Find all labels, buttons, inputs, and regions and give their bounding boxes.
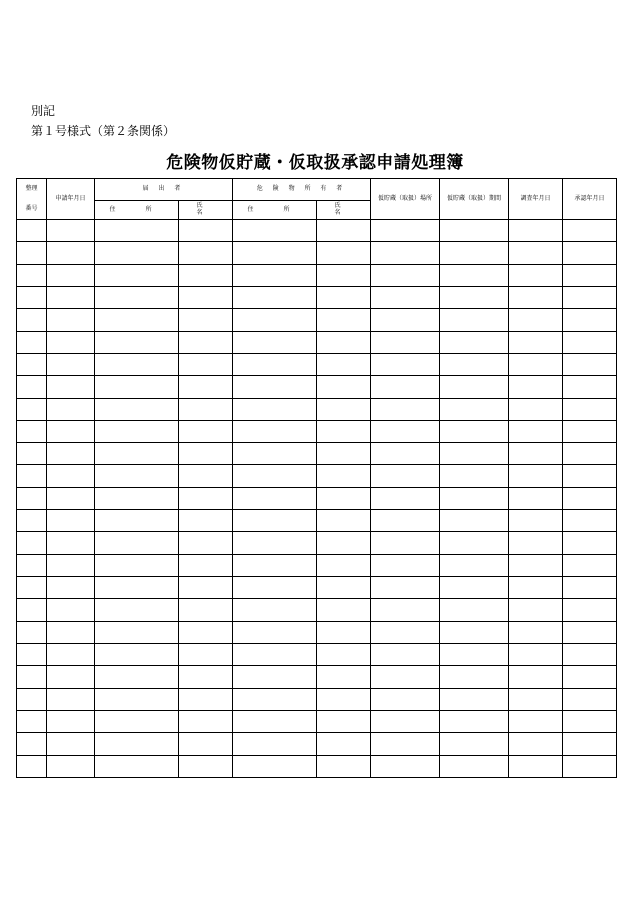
ledger-cell[interactable]: [440, 733, 509, 755]
ledger-cell[interactable]: [563, 487, 617, 509]
ledger-cell[interactable]: [371, 666, 440, 688]
ledger-cell[interactable]: [317, 353, 371, 375]
ledger-row: [17, 353, 617, 375]
ledger-row: [17, 577, 617, 599]
ledger-cell[interactable]: [17, 220, 47, 242]
ledger-row: [17, 510, 617, 532]
ledger-cell[interactable]: [17, 242, 47, 264]
ledger-cell[interactable]: [17, 643, 47, 665]
ledger-cell[interactable]: [509, 220, 563, 242]
ledger-cell[interactable]: [440, 688, 509, 710]
ledger-cell[interactable]: [47, 465, 95, 487]
ledger-cell[interactable]: [509, 443, 563, 465]
ledger-cell[interactable]: [179, 643, 233, 665]
ledger-cell[interactable]: [440, 487, 509, 509]
ledger-cell[interactable]: [179, 353, 233, 375]
header-serial-line2: 番号: [25, 204, 38, 212]
ledger-cell[interactable]: [440, 666, 509, 688]
ledger-cell[interactable]: [95, 487, 179, 509]
attachment-label: 別記: [31, 104, 56, 118]
ledger-row: [17, 220, 617, 242]
ledger-cell[interactable]: [563, 465, 617, 487]
ledger-cell[interactable]: [179, 755, 233, 778]
ledger-row: [17, 443, 617, 465]
ledger-cell[interactable]: [47, 710, 95, 732]
header-storage-period: 仮貯蔵（取扱）期間: [440, 179, 509, 220]
ledger-cell[interactable]: [233, 487, 317, 509]
ledger-cell[interactable]: [563, 621, 617, 643]
ledger-row: [17, 398, 617, 420]
ledger-cell[interactable]: [179, 376, 233, 398]
ledger-cell[interactable]: [317, 465, 371, 487]
ledger-cell[interactable]: [563, 666, 617, 688]
ledger-cell[interactable]: [371, 554, 440, 576]
ledger-cell[interactable]: [509, 621, 563, 643]
ledger-cell[interactable]: [440, 353, 509, 375]
ledger-cell[interactable]: [317, 487, 371, 509]
ledger-cell[interactable]: [95, 286, 179, 308]
ledger-cell[interactable]: [440, 420, 509, 442]
ledger-cell[interactable]: [233, 532, 317, 554]
ledger-cell[interactable]: [47, 688, 95, 710]
ledger-cell[interactable]: [371, 599, 440, 621]
ledger-cell[interactable]: [440, 599, 509, 621]
ledger-cell[interactable]: [233, 666, 317, 688]
ledger-cell[interactable]: [17, 755, 47, 778]
ledger-cell[interactable]: [179, 554, 233, 576]
ledger-cell[interactable]: [233, 398, 317, 420]
ledger-cell[interactable]: [509, 420, 563, 442]
ledger-cell[interactable]: [509, 733, 563, 755]
ledger-cell[interactable]: [440, 755, 509, 778]
ledger-cell[interactable]: [179, 532, 233, 554]
ledger-cell[interactable]: [317, 510, 371, 532]
ledger-cell[interactable]: [371, 220, 440, 242]
ledger-cell[interactable]: [371, 286, 440, 308]
ledger-cell[interactable]: [179, 331, 233, 353]
ledger-cell[interactable]: [563, 264, 617, 286]
ledger-cell[interactable]: [95, 688, 179, 710]
ledger-cell[interactable]: [47, 510, 95, 532]
ledger-cell[interactable]: [47, 487, 95, 509]
ledger-cell[interactable]: [47, 643, 95, 665]
ledger-cell[interactable]: [47, 443, 95, 465]
ledger-cell[interactable]: [17, 309, 47, 331]
ledger-cell[interactable]: [95, 621, 179, 643]
header-owner-name: 氏 名: [317, 201, 371, 220]
ledger-row: [17, 331, 617, 353]
ledger-cell[interactable]: [233, 443, 317, 465]
ledger-cell[interactable]: [509, 643, 563, 665]
ledger-cell[interactable]: [47, 309, 95, 331]
ledger-cell[interactable]: [47, 398, 95, 420]
ledger-cell[interactable]: [179, 264, 233, 286]
ledger-row: [17, 666, 617, 688]
ledger-cell[interactable]: [440, 577, 509, 599]
ledger-cell[interactable]: [233, 688, 317, 710]
ledger-cell[interactable]: [440, 398, 509, 420]
ledger-cell[interactable]: [509, 353, 563, 375]
ledger-cell[interactable]: [95, 465, 179, 487]
ledger-cell[interactable]: [17, 599, 47, 621]
ledger-cell[interactable]: [17, 443, 47, 465]
ledger-cell[interactable]: [233, 599, 317, 621]
ledger-cell[interactable]: [233, 755, 317, 778]
ledger-cell[interactable]: [47, 286, 95, 308]
ledger-cell[interactable]: [317, 532, 371, 554]
ledger-cell[interactable]: [317, 577, 371, 599]
ledger-cell[interactable]: [17, 487, 47, 509]
ledger-cell[interactable]: [179, 286, 233, 308]
ledger-cell[interactable]: [440, 465, 509, 487]
document-title: 危険物仮貯蔵・仮取扱承認申請処理簿: [166, 153, 464, 173]
ledger-cell[interactable]: [17, 621, 47, 643]
ledger-cell[interactable]: [47, 599, 95, 621]
ledger-cell[interactable]: [179, 220, 233, 242]
ledger-cell[interactable]: [47, 733, 95, 755]
ledger-cell[interactable]: [317, 688, 371, 710]
ledger-cell[interactable]: [563, 577, 617, 599]
ledger-cell[interactable]: [371, 443, 440, 465]
ledger-cell[interactable]: [17, 264, 47, 286]
header-serial-number: [17, 179, 47, 220]
ledger-cell[interactable]: [179, 487, 233, 509]
ledger-cell[interactable]: [563, 242, 617, 264]
ledger-row: [17, 688, 617, 710]
ledger-cell[interactable]: [17, 666, 47, 688]
ledger-cell[interactable]: [509, 487, 563, 509]
ledger-cell[interactable]: [95, 376, 179, 398]
ledger-cell[interactable]: [95, 599, 179, 621]
ledger-cell[interactable]: [179, 242, 233, 264]
header-storage-location: 仮貯蔵（取扱）場所: [371, 179, 440, 220]
processing-ledger-table: [16, 178, 617, 778]
ledger-cell[interactable]: [233, 554, 317, 576]
ledger-cell[interactable]: [95, 398, 179, 420]
ledger-row: [17, 264, 617, 286]
ledger-cell[interactable]: [371, 688, 440, 710]
ledger-cell[interactable]: [371, 331, 440, 353]
ledger-cell[interactable]: [563, 643, 617, 665]
ledger-cell[interactable]: [317, 443, 371, 465]
ledger-cell[interactable]: [47, 331, 95, 353]
ledger-cell[interactable]: [95, 309, 179, 331]
ledger-cell[interactable]: [17, 577, 47, 599]
ledger-row: [17, 599, 617, 621]
ledger-cell[interactable]: [440, 643, 509, 665]
ledger-cell[interactable]: [563, 443, 617, 465]
ledger-cell[interactable]: [371, 465, 440, 487]
ledger-cell[interactable]: [179, 398, 233, 420]
ledger-cell[interactable]: [563, 510, 617, 532]
ledger-cell[interactable]: [371, 710, 440, 732]
ledger-cell[interactable]: [95, 733, 179, 755]
ledger-cell[interactable]: [563, 554, 617, 576]
ledger-cell[interactable]: [47, 264, 95, 286]
ledger-cell[interactable]: [509, 554, 563, 576]
ledger-cell[interactable]: [95, 331, 179, 353]
ledger-cell[interactable]: [179, 666, 233, 688]
form-number-label: 第１号様式（第２条関係）: [31, 124, 176, 138]
ledger-cell[interactable]: [17, 510, 47, 532]
ledger-cell[interactable]: [95, 242, 179, 264]
ledger-row: [17, 733, 617, 755]
ledger-cell[interactable]: [95, 532, 179, 554]
ledger-cell[interactable]: [95, 755, 179, 778]
ledger-cell[interactable]: [317, 331, 371, 353]
ledger-cell[interactable]: [47, 376, 95, 398]
ledger-cell[interactable]: [317, 599, 371, 621]
ledger-cell[interactable]: [317, 242, 371, 264]
ledger-cell[interactable]: [371, 309, 440, 331]
ledger-cell[interactable]: [317, 376, 371, 398]
ledger-cell[interactable]: [179, 710, 233, 732]
ledger-cell[interactable]: [509, 331, 563, 353]
ledger-cell[interactable]: [95, 643, 179, 665]
ledger-cell[interactable]: [509, 510, 563, 532]
ledger-cell[interactable]: [371, 755, 440, 778]
ledger-cell[interactable]: [509, 398, 563, 420]
ledger-cell[interactable]: [233, 420, 317, 442]
ledger-cell[interactable]: [509, 242, 563, 264]
header-notifier-address: 住 所: [95, 201, 179, 220]
ledger-cell[interactable]: [17, 465, 47, 487]
ledger-cell[interactable]: [317, 309, 371, 331]
ledger-cell[interactable]: [317, 643, 371, 665]
ledger-row: [17, 710, 617, 732]
ledger-cell[interactable]: [233, 309, 317, 331]
ledger-cell[interactable]: [440, 554, 509, 576]
ledger-cell[interactable]: [440, 264, 509, 286]
ledger-cell[interactable]: [233, 510, 317, 532]
header-group-hazmat-owner: 危 険 物 所 有 者: [233, 179, 371, 201]
ledger-cell[interactable]: [179, 420, 233, 442]
ledger-cell[interactable]: [47, 621, 95, 643]
ledger-cell[interactable]: [317, 621, 371, 643]
ledger-cell[interactable]: [179, 599, 233, 621]
ledger-cell[interactable]: [17, 710, 47, 732]
header-survey-date: 調査年月日: [509, 179, 563, 220]
ledger-cell[interactable]: [371, 532, 440, 554]
ledger-cell[interactable]: [17, 353, 47, 375]
ledger-cell[interactable]: [17, 398, 47, 420]
ledger-cell[interactable]: [317, 710, 371, 732]
ledger-cell[interactable]: [47, 554, 95, 576]
ledger-cell[interactable]: [440, 710, 509, 732]
ledger-cell[interactable]: [371, 643, 440, 665]
ledger-cell[interactable]: [317, 733, 371, 755]
ledger-cell[interactable]: [233, 242, 317, 264]
ledger-cell[interactable]: [563, 532, 617, 554]
ledger-cell[interactable]: [233, 643, 317, 665]
ledger-cell[interactable]: [47, 666, 95, 688]
header-group-notifier: 届 出 者: [95, 179, 233, 201]
ledger-cell[interactable]: [509, 577, 563, 599]
ledger-cell[interactable]: [563, 220, 617, 242]
ledger-cell[interactable]: [95, 510, 179, 532]
ledger-cell[interactable]: [95, 577, 179, 599]
ledger-cell[interactable]: [47, 577, 95, 599]
ledger-cell[interactable]: [317, 420, 371, 442]
ledger-cell[interactable]: [233, 577, 317, 599]
ledger-cell[interactable]: [17, 420, 47, 442]
ledger-cell[interactable]: [179, 309, 233, 331]
ledger-cell[interactable]: [509, 309, 563, 331]
ledger-cell[interactable]: [47, 420, 95, 442]
ledger-cell[interactable]: [440, 220, 509, 242]
ledger-cell[interactable]: [233, 331, 317, 353]
ledger-cell[interactable]: [233, 286, 317, 308]
ledger-cell[interactable]: [440, 621, 509, 643]
ledger-cell[interactable]: [440, 309, 509, 331]
ledger-cell[interactable]: [17, 688, 47, 710]
ledger-cell[interactable]: [17, 376, 47, 398]
header-notifier-name: 氏 名: [179, 201, 233, 220]
header-serial-line1: 整理: [25, 184, 38, 192]
ledger-cell[interactable]: [509, 286, 563, 308]
ledger-cell[interactable]: [440, 510, 509, 532]
ledger-cell[interactable]: [179, 443, 233, 465]
ledger-cell[interactable]: [233, 264, 317, 286]
ledger-cell[interactable]: [563, 353, 617, 375]
ledger-cell[interactable]: [371, 398, 440, 420]
ledger-cell[interactable]: [233, 465, 317, 487]
ledger-cell[interactable]: [179, 577, 233, 599]
ledger-row: [17, 621, 617, 643]
ledger-cell[interactable]: [563, 710, 617, 732]
ledger-cell[interactable]: [47, 755, 95, 778]
ledger-cell[interactable]: [47, 353, 95, 375]
header-owner-address: 住 所: [233, 201, 317, 220]
ledger-cell[interactable]: [440, 532, 509, 554]
ledger-cell[interactable]: [371, 510, 440, 532]
ledger-cell[interactable]: [440, 286, 509, 308]
ledger-row: [17, 376, 617, 398]
ledger-cell[interactable]: [563, 420, 617, 442]
ledger-row: [17, 465, 617, 487]
ledger-cell[interactable]: [17, 331, 47, 353]
ledger-cell[interactable]: [95, 666, 179, 688]
ledger-cell[interactable]: [317, 264, 371, 286]
ledger-row: [17, 554, 617, 576]
ledger-cell[interactable]: [17, 554, 47, 576]
ledger-cell[interactable]: [317, 755, 371, 778]
ledger-cell[interactable]: [317, 666, 371, 688]
ledger-cell[interactable]: [509, 532, 563, 554]
ledger-cell[interactable]: [371, 621, 440, 643]
ledger-cell[interactable]: [47, 242, 95, 264]
ledger-cell[interactable]: [563, 733, 617, 755]
ledger-cell[interactable]: [317, 286, 371, 308]
ledger-cell[interactable]: [440, 376, 509, 398]
ledger-row: [17, 643, 617, 665]
ledger-cell[interactable]: [95, 220, 179, 242]
ledger-cell[interactable]: [17, 286, 47, 308]
ledger-cell[interactable]: [563, 331, 617, 353]
ledger-cell[interactable]: [563, 309, 617, 331]
ledger-cell[interactable]: [17, 532, 47, 554]
ledger-cell[interactable]: [509, 688, 563, 710]
ledger-cell[interactable]: [371, 420, 440, 442]
ledger-cell[interactable]: [233, 733, 317, 755]
ledger-cell[interactable]: [440, 443, 509, 465]
ledger-cell[interactable]: [371, 264, 440, 286]
ledger-cell[interactable]: [47, 532, 95, 554]
ledger-cell[interactable]: [509, 264, 563, 286]
ledger-cell[interactable]: [563, 376, 617, 398]
ledger-row: [17, 420, 617, 442]
ledger-cell[interactable]: [563, 755, 617, 778]
ledger-cell[interactable]: [95, 264, 179, 286]
ledger-cell[interactable]: [179, 621, 233, 643]
ledger-cell[interactable]: [95, 554, 179, 576]
ledger-cell[interactable]: [17, 733, 47, 755]
ledger-cell[interactable]: [233, 376, 317, 398]
ledger-cell[interactable]: [371, 487, 440, 509]
ledger-cell[interactable]: [233, 710, 317, 732]
ledger-cell[interactable]: [563, 286, 617, 308]
ledger-cell[interactable]: [371, 353, 440, 375]
ledger-cell[interactable]: [563, 688, 617, 710]
ledger-row: [17, 487, 617, 509]
ledger-cell[interactable]: [509, 465, 563, 487]
ledger-cell[interactable]: [371, 733, 440, 755]
ledger-cell[interactable]: [317, 220, 371, 242]
ledger-cell[interactable]: [371, 577, 440, 599]
ledger-cell[interactable]: [371, 376, 440, 398]
ledger-cell[interactable]: [95, 420, 179, 442]
ledger-row: [17, 286, 617, 308]
ledger-cell[interactable]: [179, 688, 233, 710]
ledger-cell[interactable]: [317, 554, 371, 576]
ledger-body: [17, 220, 617, 778]
ledger-cell[interactable]: [179, 510, 233, 532]
ledger-cell[interactable]: [95, 710, 179, 732]
ledger-row: [17, 309, 617, 331]
ledger-cell[interactable]: [440, 242, 509, 264]
ledger-cell[interactable]: [563, 599, 617, 621]
ledger-row: [17, 242, 617, 264]
ledger-cell[interactable]: [233, 220, 317, 242]
ledger-cell[interactable]: [233, 353, 317, 375]
ledger-row: [17, 755, 617, 778]
ledger-cell[interactable]: [47, 220, 95, 242]
ledger-cell[interactable]: [509, 376, 563, 398]
ledger-cell[interactable]: [563, 398, 617, 420]
ledger-cell[interactable]: [440, 331, 509, 353]
ledger-cell[interactable]: [509, 710, 563, 732]
ledger-cell[interactable]: [317, 398, 371, 420]
header-approval-date: 承認年月日: [563, 179, 617, 220]
header-application-date: 申請年月日: [47, 179, 95, 220]
ledger-cell[interactable]: [233, 621, 317, 643]
ledger-cell[interactable]: [371, 242, 440, 264]
ledger-cell[interactable]: [179, 465, 233, 487]
ledger-cell[interactable]: [509, 755, 563, 778]
ledger-cell[interactable]: [95, 353, 179, 375]
ledger-row: [17, 532, 617, 554]
ledger-cell[interactable]: [509, 599, 563, 621]
ledger-cell[interactable]: [509, 666, 563, 688]
ledger-cell[interactable]: [95, 443, 179, 465]
ledger-cell[interactable]: [179, 733, 233, 755]
